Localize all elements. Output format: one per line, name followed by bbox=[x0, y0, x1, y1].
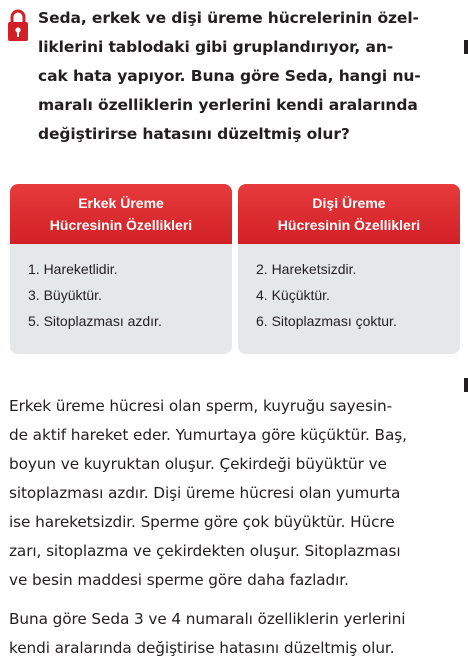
paragraph-line: zarı, sitoplazma ve çekirdekten oluşur. Sitoplazması bbox=[9, 542, 401, 560]
question-line: Seda, erkek ve dişi üreme hücrelerinin özel- bbox=[38, 9, 419, 27]
paragraph-line: sitoplazması azdır. Dişi üreme hücresi olan yumurta bbox=[9, 484, 401, 502]
header-line: Hücresinin Özellikleri bbox=[277, 217, 421, 233]
table-item: 4. Küçüktür. bbox=[256, 287, 330, 303]
table-item: 6. Sitoplazması çoktur. bbox=[256, 313, 397, 329]
table-column-male bbox=[10, 184, 232, 354]
table-column-female bbox=[238, 184, 460, 354]
header-line: Hücresinin Özellikleri bbox=[49, 217, 193, 233]
question-line: liklerini tablodaki gibi gruplandırıyor, an- bbox=[38, 38, 394, 56]
margin-mark bbox=[464, 378, 468, 392]
paragraph-line: de aktif hareket eder. Yumurtaya göre küçüktür. Baş, bbox=[9, 426, 407, 444]
header-line: Erkek Üreme bbox=[78, 195, 164, 211]
paragraph-line: Buna göre Seda 3 ve 4 numaralı özelliklerin yerlerini bbox=[9, 610, 406, 628]
conclusion-paragraph bbox=[9, 605, 455, 663]
features-table bbox=[10, 184, 460, 354]
table-item: 1. Hareketlidir. bbox=[28, 261, 118, 277]
table-body-male bbox=[10, 244, 232, 334]
header-line: Dişi Üreme bbox=[312, 195, 386, 211]
question-line: değiştirirse hatasını düzeltmiş olur? bbox=[38, 125, 350, 143]
table-header-female bbox=[238, 184, 460, 244]
lock-icon bbox=[7, 9, 29, 42]
table-item: 3. Büyüktür. bbox=[28, 287, 102, 303]
paragraph-line: ise hareketsizdir. Sperme göre çok büyüktür. Hücre bbox=[9, 513, 395, 531]
question-line: maralı özelliklerin yerlerini kendi aralarında bbox=[38, 96, 418, 114]
paragraph-line: kendi aralarında değiştirise hatasını düzeltmiş olur. bbox=[9, 639, 395, 657]
question-text bbox=[38, 4, 458, 149]
table-item: 5. Sitoplazması azdır. bbox=[28, 313, 162, 329]
paragraph-line: boyun ve kuyruktan oluşur. Çekirdeği büyüktür ve bbox=[9, 455, 387, 473]
paragraph-line: Erkek üreme hücresi olan sperm, kuyruğu sayesin- bbox=[9, 397, 392, 415]
explanation-paragraph bbox=[9, 392, 455, 595]
margin-mark bbox=[464, 40, 468, 54]
table-body-female bbox=[238, 244, 460, 334]
table-header-male bbox=[10, 184, 232, 244]
question-line: cak hata yapıyor. Buna göre Seda, hangi nu- bbox=[38, 67, 421, 85]
paragraph-line: ve besin maddesi sperme göre daha fazladır. bbox=[9, 571, 349, 589]
table-item: 2. Hareketsizdir. bbox=[256, 261, 357, 277]
